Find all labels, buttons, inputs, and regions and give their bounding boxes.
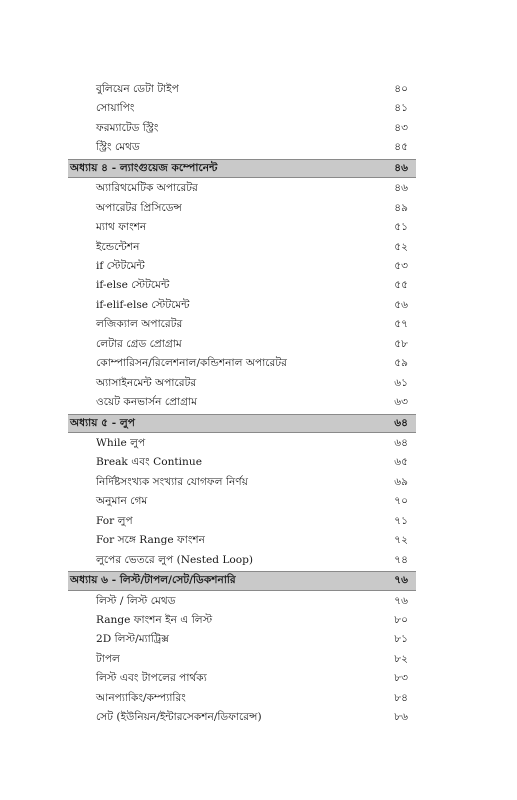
page-number: ৭৪ xyxy=(394,553,408,566)
entry-title: বুলিয়েন ডেটা টাইপ xyxy=(96,83,179,95)
toc-entry xyxy=(68,119,416,138)
entry-title: if-else স্টেটমেন্ট xyxy=(96,279,170,292)
entry-title: 2D লিস্ট/ম্যাট্রিক্স xyxy=(96,633,170,646)
toc-entry xyxy=(68,689,416,708)
entry-title: সোয়াপিং xyxy=(96,102,135,115)
entry-title: For সঙ্গে Range ফাংশন xyxy=(96,534,205,547)
toc-entry xyxy=(68,611,416,630)
page-number: ৬৩ xyxy=(394,396,408,409)
entry-title: অ্যাসাইনমেন্ট অপারেটর xyxy=(96,376,197,389)
entry-title: For লুপ xyxy=(96,514,133,527)
page-number: ৭২ xyxy=(394,534,408,547)
toc-entry xyxy=(68,669,416,688)
toc-entry xyxy=(68,199,416,218)
page-number: ৬৫ xyxy=(394,456,408,469)
page-number: ৫৮ xyxy=(394,337,408,350)
page-number: ৬৪ xyxy=(394,416,408,429)
page-number: ৮২ xyxy=(394,652,408,665)
toc-entry xyxy=(68,354,416,373)
page-number: ৫৫ xyxy=(394,279,408,292)
page-number: ৪৬ xyxy=(394,161,408,174)
entry-title: লিস্ট / লিস্ট মেথড xyxy=(96,594,176,607)
toc-entry xyxy=(68,531,416,550)
page-number: ৫৭ xyxy=(394,318,408,331)
toc-entry xyxy=(68,335,416,354)
toc-entry xyxy=(68,630,416,649)
entry-title: লজিক্যাল অপারেটর xyxy=(96,318,183,331)
page-number: ৫২ xyxy=(394,240,408,253)
page-number: ৮১ xyxy=(394,633,408,646)
entry-title: While লুপ xyxy=(96,437,146,449)
toc-entry xyxy=(68,473,416,492)
entry-title: ফরম্যাটেড স্ট্রিং xyxy=(96,121,159,134)
page-number: ৮৩ xyxy=(394,672,408,685)
toc-entry xyxy=(68,551,416,570)
page-number: ৫৯ xyxy=(394,357,408,370)
page-number: ৬৯ xyxy=(394,475,408,488)
toc-entry xyxy=(68,315,416,334)
toc-entry xyxy=(68,99,416,118)
entry-title: if স্টেটমেন্ট xyxy=(96,260,145,272)
toc-entry xyxy=(68,218,416,237)
page-number: ৫১ xyxy=(394,221,408,234)
toc-entry xyxy=(68,512,416,531)
page-number: ৭১ xyxy=(394,514,408,527)
chapter-title: অধ্যায় ৪ - ল্যাংগুয়েজ কম্পোনেন্ট xyxy=(70,161,218,174)
page-number: ৪৬ xyxy=(394,182,408,195)
page-number: ৭৬ xyxy=(394,574,408,587)
toc-entry xyxy=(68,374,416,393)
entry-title: if-elif-else স্টেটমেন্ট xyxy=(96,298,190,311)
entry-title: ম্যাথ ফাংশন xyxy=(96,221,147,234)
page-number: ৭৬ xyxy=(394,594,408,607)
toc-entry xyxy=(68,492,416,511)
entry-title: টাপল xyxy=(96,652,120,665)
entry-title: সেট (ইউনিয়ন/ইন্টারসেকশন/ডিফারেন্স) xyxy=(96,711,262,724)
page-number: ৪৯ xyxy=(394,201,408,214)
toc-entry xyxy=(68,453,416,472)
toc-entry xyxy=(68,238,416,257)
entry-title: লুপের ভেতরে লুপ (Nested Loop) xyxy=(96,553,254,566)
toc-entry xyxy=(68,592,416,611)
toc-entry xyxy=(68,434,416,453)
entry-title: অ্যারিথমেটিক অপারেটর xyxy=(96,182,198,195)
table-of-contents xyxy=(68,80,416,728)
chapter-title: অধ্যায় ৬ - লিস্ট/টাপল/সেট/ডিকশনারি xyxy=(70,574,236,587)
entry-title: নির্দিষ্টসংখ্যক সংখ্যার যোগফল নির্ণয় xyxy=(96,475,248,488)
page-number: ৪১ xyxy=(394,102,408,115)
entry-title: অপারেটর প্রিসিডেন্স xyxy=(96,201,182,214)
entry-title: কোম্পারিসন/রিলেশনাল/কন্ডিশনাল অপারেটর xyxy=(96,357,287,370)
toc-entry xyxy=(68,708,416,727)
page-number: ৫৬ xyxy=(394,298,408,311)
page-number: ৮০ xyxy=(394,614,408,626)
entry-title: আনপ্যাকিং/কম্প্যারিং xyxy=(96,691,186,704)
entry-title: অনুমান গেম xyxy=(96,495,148,508)
toc-chapter-heading xyxy=(68,414,416,434)
entry-title: লেটার গ্রেড প্রোগ্রাম xyxy=(96,337,182,350)
page-number: ৮৪ xyxy=(394,691,408,704)
page-number: ৪০ xyxy=(394,83,408,95)
page-number: ৭০ xyxy=(394,495,408,508)
page-number: ৬৪ xyxy=(394,437,408,449)
toc-entry xyxy=(68,138,416,157)
toc-entry xyxy=(68,179,416,198)
toc-entry xyxy=(68,257,416,276)
page-number: ৪৫ xyxy=(394,141,408,154)
toc-chapter-heading xyxy=(68,159,416,179)
page-number: ৪৩ xyxy=(394,121,408,134)
entry-title: লিস্ট এবং টাপলের পার্থক্য xyxy=(96,672,207,685)
page-number: ৬১ xyxy=(394,376,408,389)
page-number: ৫৩ xyxy=(394,260,408,272)
entry-title: স্ট্রিং মেথড xyxy=(96,141,140,154)
page-number: ৮৬ xyxy=(394,711,408,724)
chapter-title: অধ্যায় ৫ - লুপ xyxy=(70,416,135,429)
entry-title: Range ফাংশন ইন এ লিস্ট xyxy=(96,614,213,626)
toc-entry xyxy=(68,393,416,412)
toc-chapter-heading xyxy=(68,571,416,591)
entry-title: ইন্ডেন্টেশন xyxy=(96,240,140,253)
toc-entry xyxy=(68,80,416,99)
toc-entry xyxy=(68,276,416,295)
entry-title: Break এবং Continue xyxy=(96,456,202,469)
entry-title: ওয়েট কনভার্সন প্রোগ্রাম xyxy=(96,396,197,409)
toc-entry xyxy=(68,650,416,669)
toc-entry xyxy=(68,296,416,315)
